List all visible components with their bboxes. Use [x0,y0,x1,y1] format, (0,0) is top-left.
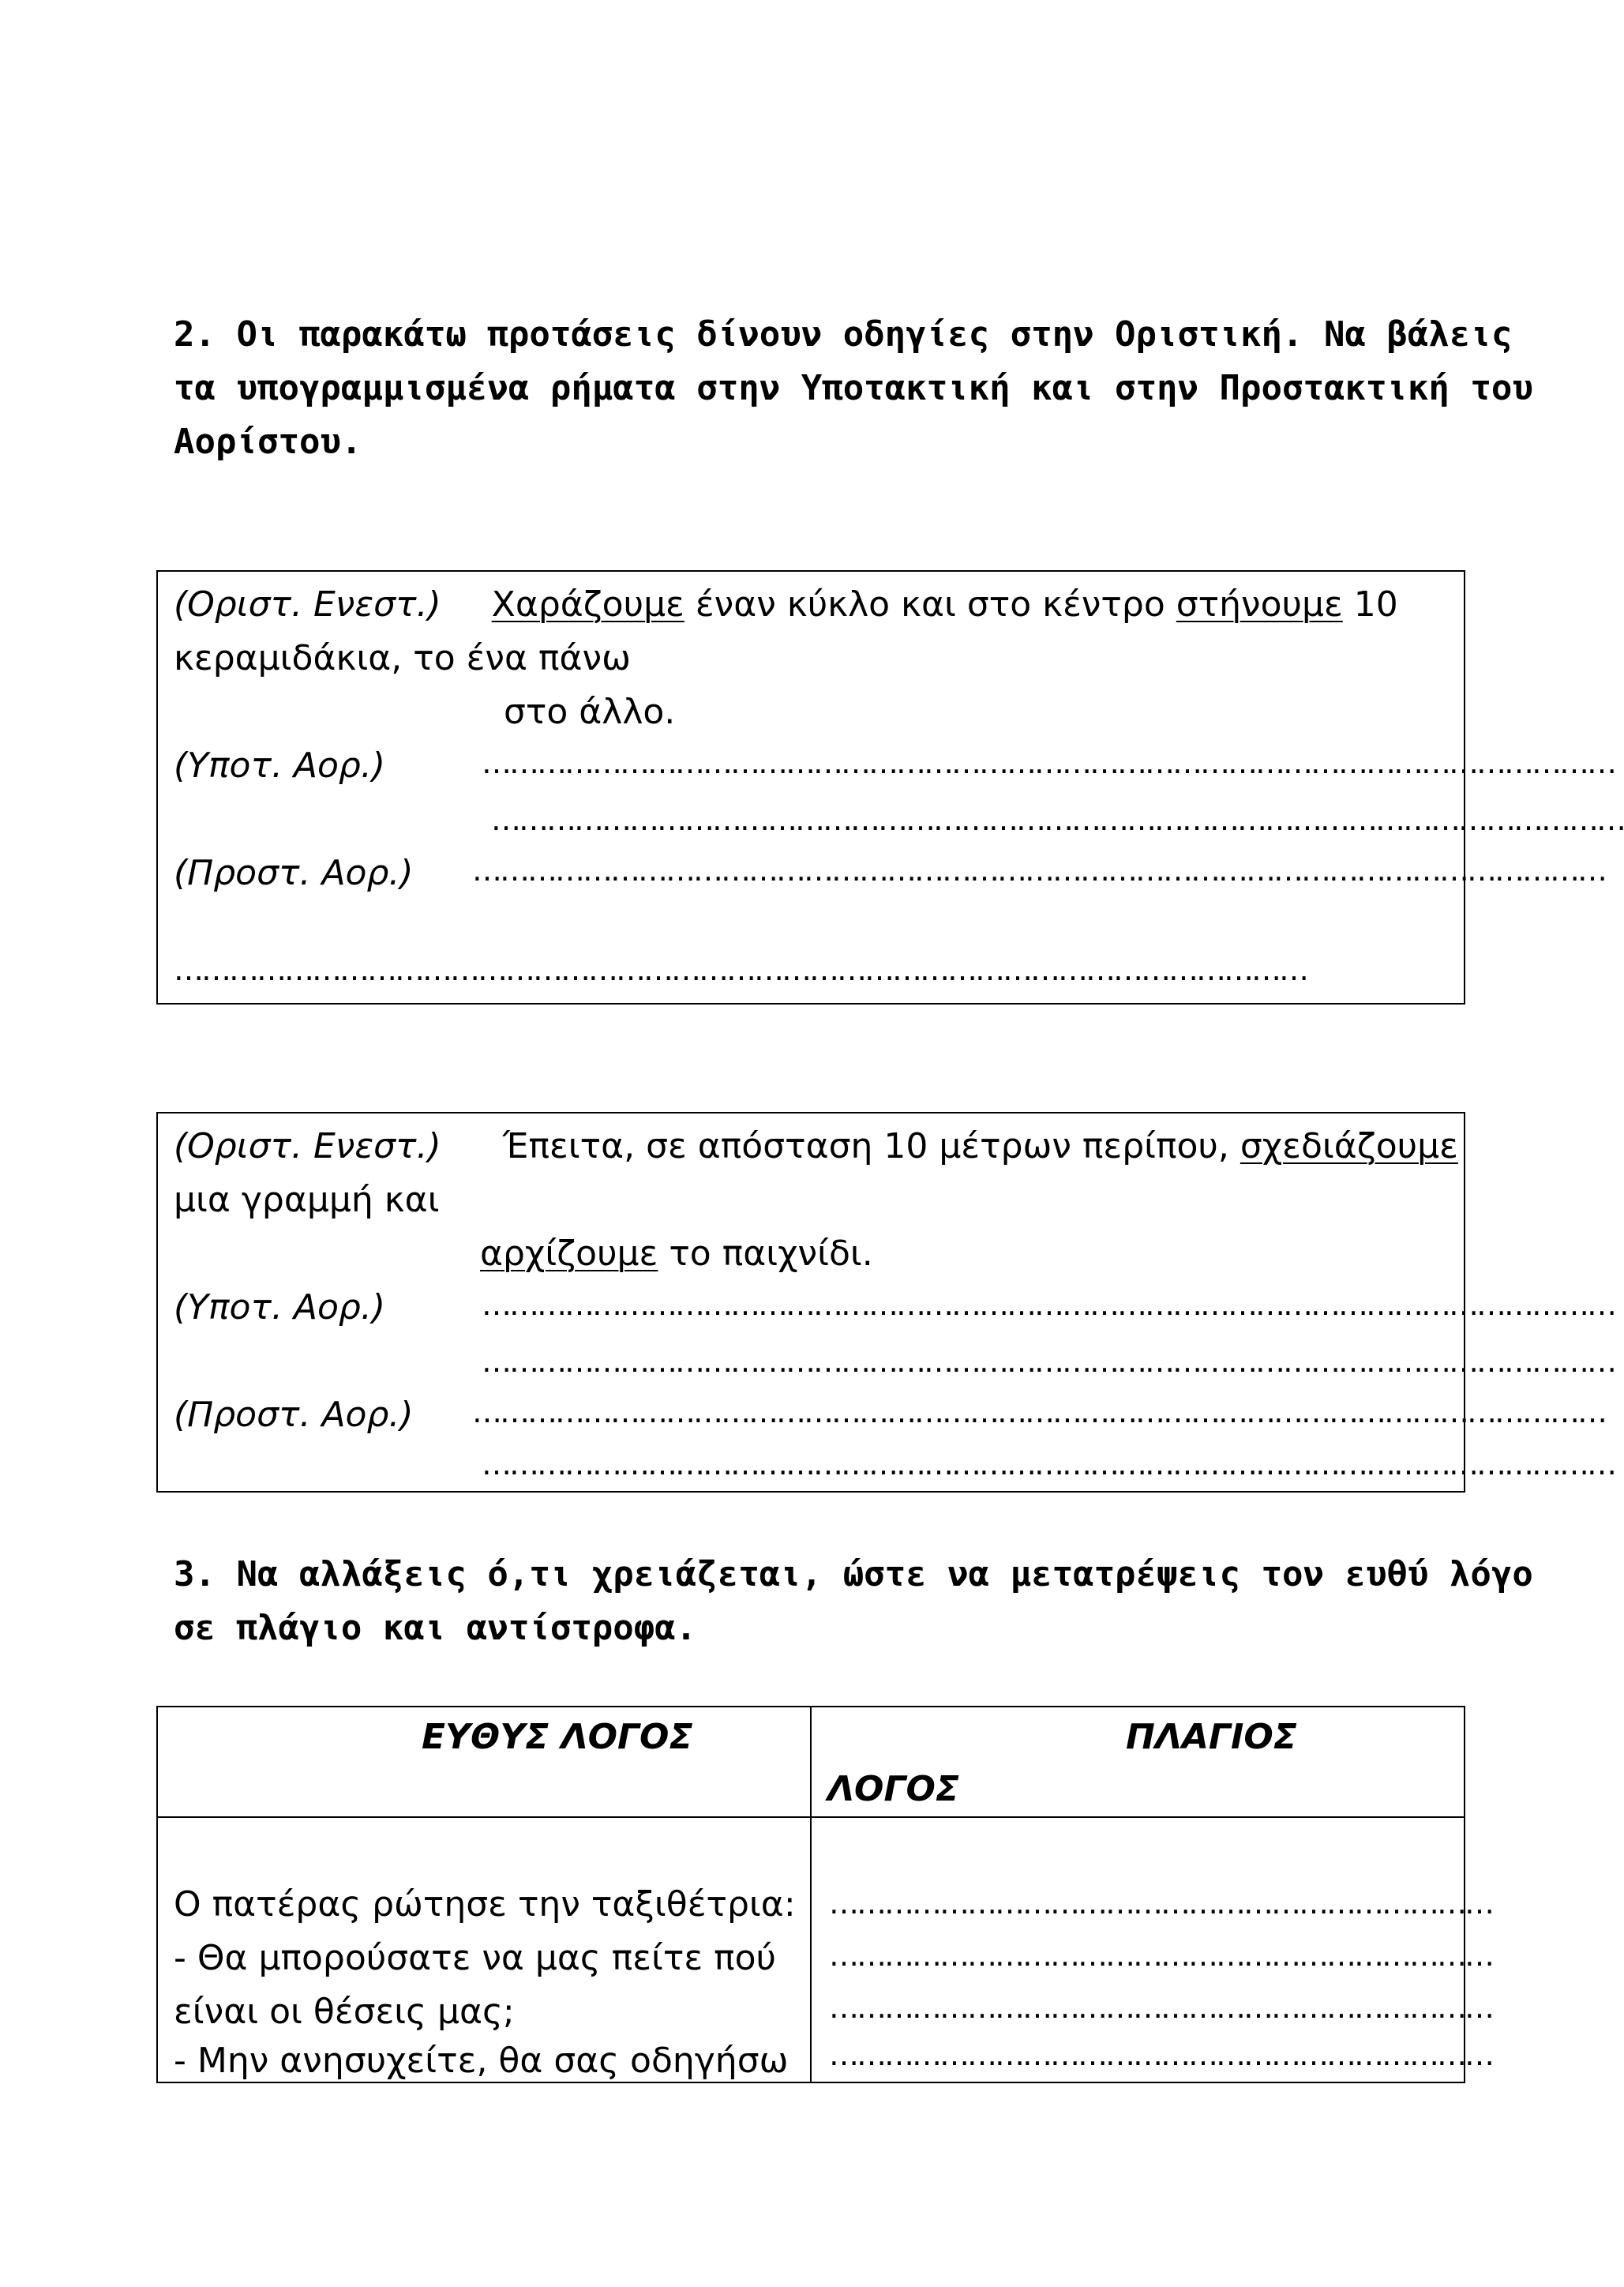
answer-line-imperative-2[interactable]: …………………………………………………………………………………………………………… [174,952,1307,987]
header-direct-speech: ΕΥΘΥΣ ΛΟΓΟΣ [422,1717,693,1757]
tag-imperative-aorist: (Προστ. Αορ.) [174,1395,414,1435]
table-header-row [157,1707,1465,1817]
exercise-3-title-line-1: 3. Να αλλάξεις ό,τι χρειάζεται, ώστε να μετατρέψεις τον ευθύ λόγο [174,1554,1533,1594]
tag-indicative-present: (Οριστ. Ενεστ.) [174,1126,441,1166]
exercise-3-title [174,1548,1533,1655]
underlined-verb-2: στήνουμε [1176,584,1343,625]
exercise-2-box-2 [156,1112,1615,1493]
box2-line-3 [480,1230,873,1278]
header-cell-direct-speech [157,1707,811,1817]
tag-indicative-present: (Οριστ. Ενεστ.) [174,584,441,625]
exercise-2-title-line-2: τα υπογραμμισμένα ρήματα στην Υποτακτική και στην Προστακτική του [174,368,1533,408]
box1-text-1: έναν κύκλο και στο κέντρο [695,584,1165,625]
direct-speech-line-2: - Θα μπορούσατε να μας πείτε πού [174,1938,777,1978]
answer-line-imperative-2[interactable]: …………………………………………………………………………………………………………… [482,1447,1615,1481]
box1-text-2: 10 [1353,584,1398,625]
answer-line-subjunctive-1[interactable]: …………………………………………………………………………………………………………… [482,745,1615,780]
header-indirect-speech-2: ΛΟΓΟΣ [827,1769,959,1809]
tag-subjunctive-aorist: (Υποτ. Αορ.) [174,1287,386,1328]
exercise-2-title-line-3: Αορίστου. [174,422,362,462]
direct-speech-cell [157,1817,811,2082]
direct-speech-line-3: είναι οι θέσεις μας; [174,1992,515,2032]
box2-text-1: Έπειτα, σε απόσταση 10 μέτρων περίπου, [502,1126,1229,1166]
box1-line-2: κεραμιδάκια, το ένα πάνω [174,638,631,678]
underlined-verb-4: αρχίζουμε [480,1234,658,1274]
exercise-2-box-1 [156,570,1624,1005]
box1-line-1 [174,581,1398,629]
answer-line-subjunctive-2[interactable]: …………………………………………………………………………………………………………… [482,1344,1615,1379]
speech-conversion-table [156,1706,1492,2083]
header-cell-indirect-speech [811,1707,1465,1817]
table-row [157,1817,1465,2082]
answer-line-indirect-2[interactable]: ……………………………………………………………… [829,1938,1492,1973]
answer-line-imperative-1[interactable]: …………………………………………………………………………………………………………… [472,853,1605,888]
exercise-2-title-line-1: 2. Οι παρακάτω προτάσεις δίνουν οδηγίες στην Οριστική. Να βάλεις [174,314,1513,355]
underlined-verb-3: σχεδιάζουμε [1240,1126,1458,1166]
box2-text-3: το παιχνίδι. [658,1234,873,1274]
box2-line-2: μια γραμμή και [174,1180,440,1220]
answer-line-indirect-3[interactable]: ……………………………………………………………… [829,1990,1492,2025]
header-indirect-speech-1: ΠΛΑΓΙΟΣ [1126,1717,1297,1757]
box1-line-3: στο άλλο. [504,692,676,732]
answer-line-subjunctive-2[interactable]: …………………………………………………………………………………………………………… [491,802,1624,837]
exercise-3-title-line-2: σε πλάγιο και αντίστροφα. [174,1608,697,1648]
tag-subjunctive-aorist: (Υποτ. Αορ.) [174,745,386,786]
tag-imperative-aorist: (Προστ. Αορ.) [174,853,414,893]
answer-line-imperative-1[interactable]: …………………………………………………………………………………………………………… [472,1395,1605,1429]
answer-line-subjunctive-1[interactable]: …………………………………………………………………………………………………………… [482,1287,1615,1322]
box2-line-1 [174,1123,1458,1170]
direct-speech-line-4: - Μην ανησυχείτε, θα σας οδηγήσω [174,2041,789,2081]
answer-line-indirect-4[interactable]: ……………………………………………………………… [829,2037,1492,2072]
underlined-verb-1: Χαράζουμε [491,584,684,625]
direct-speech-line-1: Ο πατέρας ρώτησε την ταξιθέτρια: [174,1884,796,1925]
indirect-speech-cell [811,1817,1492,2082]
answer-line-indirect-1[interactable]: ……………………………………………………………… [829,1886,1492,1921]
exercise-2-title [174,308,1533,469]
